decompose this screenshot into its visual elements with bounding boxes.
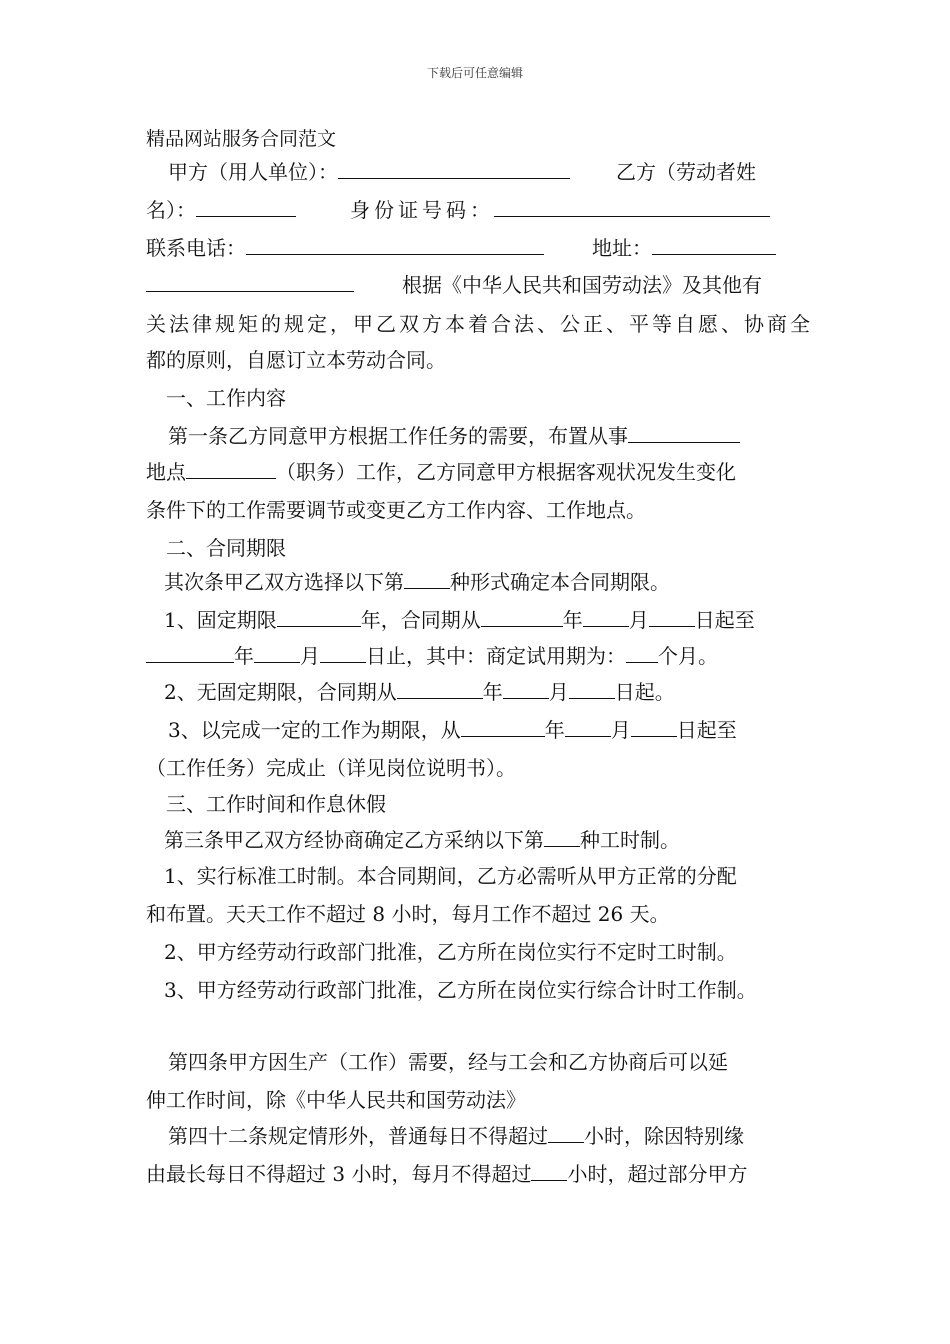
blank-field[interactable] (652, 235, 776, 255)
text: 第三条甲乙双方经协商确定乙方采纳以下第 (164, 828, 544, 852)
body-line (146, 568, 810, 596)
text: 日起至 (694, 608, 755, 632)
text: 甲方（用人单位）： (168, 160, 338, 184)
blank-field[interactable] (461, 717, 545, 737)
body-line: （工作任务）完成止（详见岗位说明书）。 (146, 756, 516, 780)
body-line (146, 422, 810, 450)
blank-field[interactable] (565, 717, 611, 737)
blank-field[interactable] (397, 679, 483, 699)
line-basis (146, 271, 810, 299)
text: 地址： (592, 236, 652, 260)
text: 小时，超过部分甲方 (567, 1162, 748, 1186)
blank-field[interactable] (146, 272, 354, 292)
blank-field[interactable] (531, 1161, 567, 1181)
blank-field[interactable] (481, 607, 563, 627)
blank-field[interactable] (569, 679, 615, 699)
text: 3、甲方经劳动行政部门批准，乙方所在岗位实行综合计时工作制。 (164, 978, 757, 1002)
blank-field[interactable] (246, 235, 544, 255)
text: 2、无固定期限，合同期从 (164, 680, 397, 704)
text: （职务）工作，乙方同意甲方根据客观状况发生变化 (276, 460, 736, 484)
body-line: 伸工作时间，除《中华人民共和国劳动法》 (146, 1088, 526, 1112)
section-heading (146, 534, 810, 562)
body-line (146, 862, 810, 890)
line-party-b (146, 196, 810, 224)
text: 年 (482, 680, 503, 704)
blank-field[interactable] (146, 643, 234, 663)
blank-field[interactable] (649, 607, 695, 627)
text: 地点 (146, 460, 186, 484)
body-line (146, 976, 810, 1004)
body-line (146, 1048, 810, 1076)
body-line: 都的原则，自愿订立本劳动合同。 (146, 348, 446, 372)
text: 年 (234, 644, 254, 668)
text: 日止，其中：商定试用期为： (366, 644, 626, 668)
blank-field[interactable] (196, 197, 296, 217)
text: 年 (562, 608, 583, 632)
text: 月 (300, 644, 320, 668)
text: 日起。 (614, 680, 675, 704)
body-line (146, 716, 810, 744)
text: 3、以完成一定的工作为期限，从 (168, 718, 461, 742)
text: 1、固定期限 (164, 608, 277, 632)
blank-field[interactable] (494, 197, 770, 217)
text: 2、甲方经劳动行政部门批准，乙方所在岗位实行不定时工时制。 (164, 940, 737, 964)
text: 年，合同期从 (360, 608, 481, 632)
body-line (146, 1122, 810, 1150)
body-line (146, 826, 810, 854)
blank-field[interactable] (254, 643, 300, 663)
text: 乙方（劳动者姓 (616, 160, 756, 184)
blank-field[interactable] (626, 643, 658, 663)
text: 联系电话： (146, 236, 246, 260)
text: 其次条甲乙双方选择以下第 (164, 570, 404, 594)
text: 月 (548, 680, 569, 704)
blank-field[interactable] (186, 459, 276, 479)
page-header: 下载后可任意编辑 (426, 66, 523, 80)
body-line: 和布置。天天工作不超过 8 小时，每月工作不超过 26 天。 (146, 902, 670, 926)
text: 二、合同期限 (166, 536, 286, 560)
text: 名）： (146, 198, 196, 222)
text: 1、实行标准工时制。本合同期间，乙方必需听从甲方正常的分配 (164, 864, 737, 888)
blank-field[interactable] (548, 1123, 584, 1143)
blank-field[interactable] (631, 717, 677, 737)
body-line: 条件下的工作需要调节或变更乙方工作内容、工作地点。 (146, 498, 646, 522)
blank-field[interactable] (277, 607, 361, 627)
document-title: 精品网站服务合同范文 (146, 128, 337, 150)
text: 三、工作时间和作息休假 (166, 792, 386, 816)
body-line (146, 678, 810, 706)
body-line (146, 458, 810, 486)
text: 第一条乙方同意甲方根据工作任务的需要，布置从事 (168, 424, 628, 448)
text: 一、工作内容 (166, 386, 286, 410)
text: 由最长每日不得超过 3 小时，每月不得超过 (146, 1162, 532, 1186)
body-line (146, 938, 810, 966)
text: 年 (544, 718, 565, 742)
blank-field[interactable] (320, 643, 366, 663)
section-heading (146, 384, 810, 412)
text: 个月。 (658, 644, 718, 668)
text: 第四十二条规定情形外，普通每日不得超过 (168, 1124, 548, 1148)
section-heading (146, 790, 810, 818)
text: 日起至 (676, 718, 737, 742)
text: 种工时制。 (580, 828, 680, 852)
text: 月 (610, 718, 631, 742)
text: 根据《中华人民共和国劳动法》及其他有 (402, 273, 762, 297)
body-line: 关法律规矩的规定，甲乙双方本着合法、公正、平等自愿、协商全 (146, 312, 810, 336)
text: 小时，除因特别缘 (584, 1124, 744, 1148)
text: 身份证号码： (350, 198, 494, 222)
body-line (146, 606, 810, 634)
blank-field[interactable] (544, 827, 580, 847)
blank-field[interactable] (503, 679, 549, 699)
text: 第四条甲方因生产（工作）需要，经与工会和乙方协商后可以延 (168, 1050, 728, 1074)
blank-field[interactable] (404, 569, 450, 589)
line-contact (146, 234, 810, 262)
line-party-a (146, 158, 810, 186)
blank-field[interactable] (338, 159, 570, 179)
text: 月 (628, 608, 649, 632)
blank-field[interactable] (583, 607, 629, 627)
body-line (146, 642, 810, 670)
text: 种形式确定本合同期限。 (450, 570, 670, 594)
blank-field[interactable] (628, 423, 740, 443)
body-line (146, 1160, 810, 1188)
